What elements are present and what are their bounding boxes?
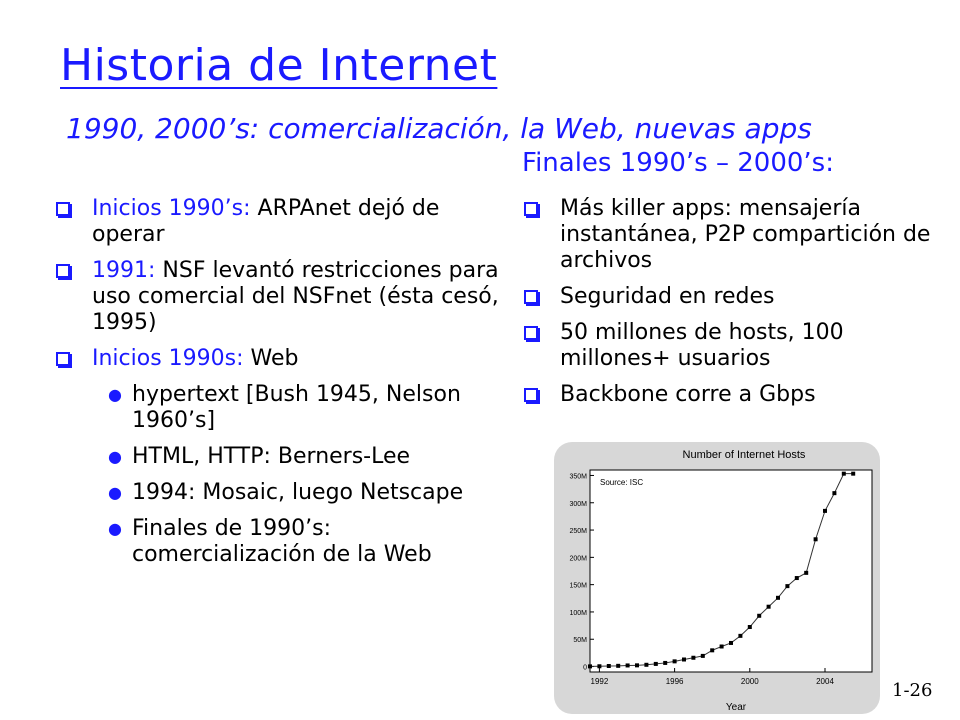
item-lead: Inicios 1990s: — [92, 346, 244, 371]
sub-list-item — [52, 516, 512, 568]
sub-item-text: Finales de 1990’s: comercialización de la Web — [132, 516, 432, 567]
square-bullet-icon — [524, 388, 538, 402]
sub-item-text: HTML, HTTP: Berners-Lee — [132, 444, 411, 469]
list-item — [52, 196, 512, 248]
right-column-heading: Finales 1990’s – 2000’s: — [522, 148, 834, 178]
y-tick-label: 350M — [569, 473, 587, 481]
item-text: 50 millones de hosts, 100 millones+ usuarios — [560, 320, 844, 371]
square-bullet-icon — [56, 352, 70, 366]
data-point — [588, 664, 592, 668]
data-point — [673, 659, 677, 663]
list-item — [520, 382, 940, 408]
item-text: NSF levantó restricciones para uso comercial del NSFnet (ésta cesó, 1995) — [92, 258, 499, 335]
y-tick-label: 50M — [573, 637, 587, 645]
data-point — [757, 614, 761, 618]
data-point — [748, 625, 752, 629]
list-item — [52, 258, 512, 336]
sub-list-item — [52, 382, 512, 434]
data-point — [607, 664, 611, 668]
data-point — [804, 571, 808, 575]
y-tick-label: 150M — [569, 582, 587, 590]
data-point — [701, 654, 705, 658]
data-point — [785, 584, 789, 588]
data-point — [738, 634, 742, 638]
data-point — [832, 491, 836, 495]
square-bullet-icon — [56, 202, 70, 216]
data-point — [795, 576, 799, 580]
x-axis-label: Year — [725, 702, 747, 713]
round-bullet-icon: ● — [108, 385, 122, 404]
data-point — [597, 664, 601, 668]
data-point — [635, 663, 639, 667]
item-text: Más killer apps: mensajería instantánea, P2P compartición de archivos — [560, 196, 931, 273]
data-point — [776, 596, 780, 600]
y-tick-label: 250M — [569, 528, 587, 536]
internet-hosts-chart — [552, 440, 882, 716]
data-point — [823, 509, 827, 513]
slide-title: Historia de Internet — [60, 40, 498, 91]
x-tick-label: 2004 — [816, 677, 834, 686]
item-lead: Inicios 1990’s: — [92, 196, 251, 221]
square-bullet-icon — [524, 202, 538, 216]
x-tick-label: 1992 — [590, 677, 609, 686]
item-text: Backbone corre a Gbps — [560, 382, 816, 407]
item-text: Web — [243, 346, 299, 371]
page-number: 1-26 — [892, 680, 933, 701]
square-bullet-icon — [524, 290, 538, 304]
square-bullet-icon — [524, 326, 538, 340]
data-point — [644, 663, 648, 667]
right-column — [520, 196, 940, 418]
data-point — [682, 657, 686, 661]
data-point — [720, 645, 724, 649]
square-bullet-icon — [56, 264, 70, 278]
item-lead: 1991: — [92, 258, 156, 283]
sub-list-item — [52, 480, 512, 506]
y-tick-label: 0 — [583, 664, 587, 672]
data-point — [814, 537, 818, 541]
data-point — [842, 472, 846, 476]
sub-item-text: 1994: Mosaic, luego Netscape — [132, 480, 464, 505]
list-item — [520, 196, 940, 274]
list-item — [520, 320, 940, 372]
x-tick-label: 1996 — [665, 677, 684, 686]
data-point — [851, 472, 855, 476]
round-bullet-icon: ● — [108, 483, 122, 502]
left-column — [52, 196, 512, 578]
data-point — [654, 662, 658, 666]
data-point — [691, 656, 695, 660]
sub-list-item — [52, 444, 512, 470]
chart-title: Number of Internet Hosts — [682, 449, 806, 461]
slide-subtitle: 1990, 2000’s: comercialización, la Web, nuevas apps — [66, 112, 812, 145]
round-bullet-icon: ● — [108, 519, 122, 538]
data-point — [710, 648, 714, 652]
x-tick-label: 2000 — [740, 677, 759, 686]
y-tick-label: 200M — [569, 555, 587, 563]
chart-annotation: Source: ISC — [600, 478, 644, 487]
data-point — [663, 661, 667, 665]
data-point — [616, 664, 620, 668]
data-point — [729, 641, 733, 645]
item-text: Seguridad en redes — [560, 284, 775, 309]
y-tick-label: 300M — [569, 500, 587, 508]
data-point — [767, 605, 771, 609]
item-text: ARPAnet dejó de operar — [92, 196, 440, 247]
list-item — [52, 346, 512, 372]
sub-item-text: hypertext [Bush 1945, Nelson 1960’s] — [132, 382, 461, 433]
list-item — [520, 284, 940, 310]
round-bullet-icon: ● — [108, 447, 122, 466]
data-point — [626, 663, 630, 667]
y-tick-label: 100M — [569, 609, 587, 617]
